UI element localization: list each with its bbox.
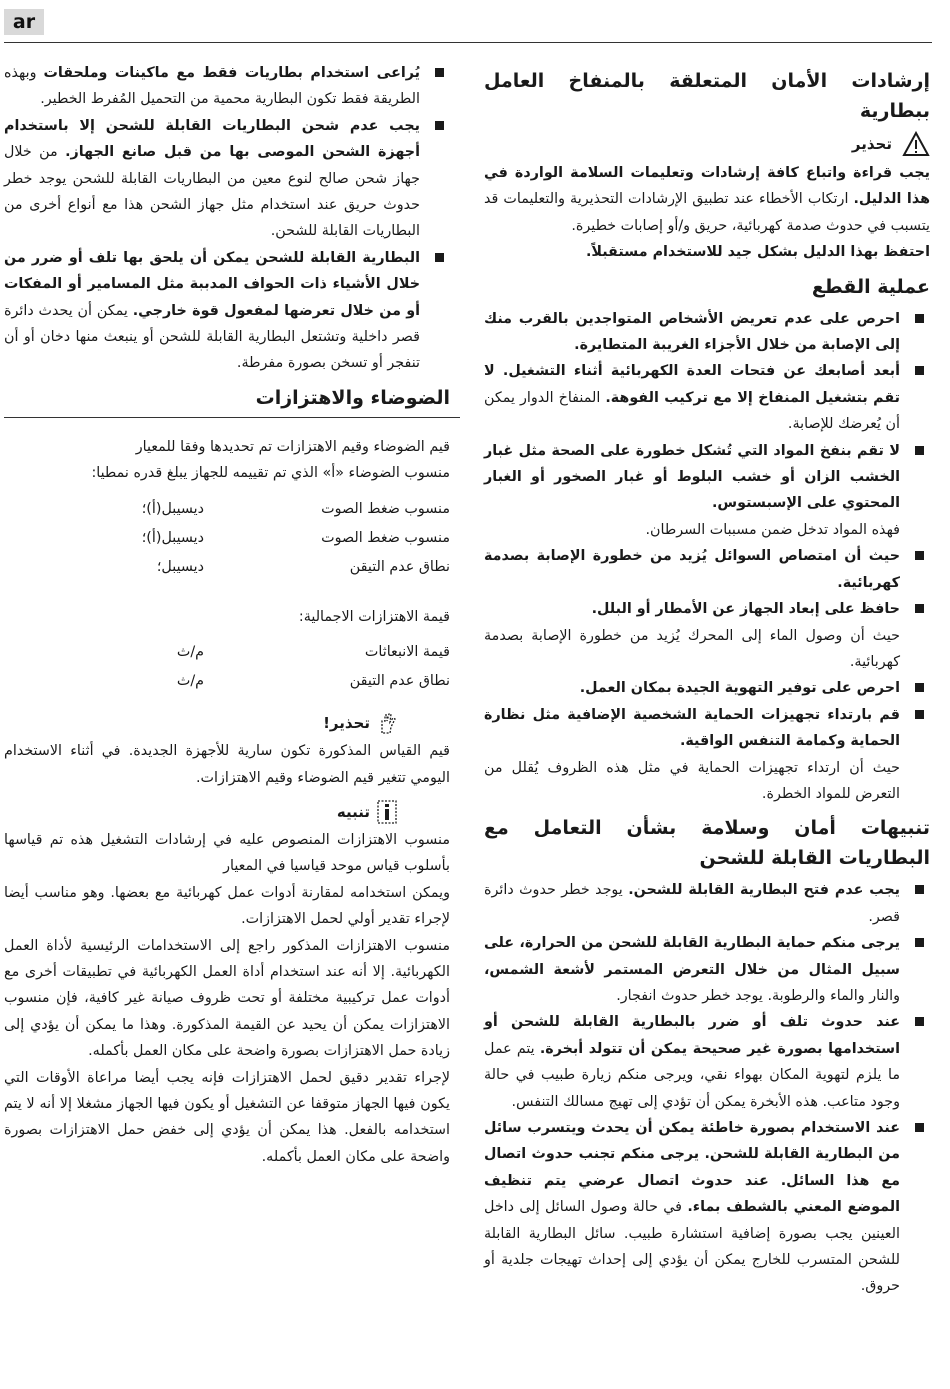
battery-list-continued [4,60,450,377]
noise-row-label: منسوب ضغط الصوت [321,500,450,517]
list-item [4,113,450,245]
item-bold: عند حدوث تلف أو ضرر بالبطارية القابلة للشحن أو استخدامها بصورة غير صحيحة يمكن أن تتولد أبخرة. [484,1014,900,1057]
vibration-title: قيمة الاهتزازات الاجمالية: [298,608,450,625]
list-item [484,306,930,359]
item-rest: يوجد خطر حدوث دائرة قصر. [484,882,900,925]
item-bold: يرجى منكم حماية البطارية القابلة للشحن من الحرارة، على سبيل المثال من خلال التعرض المستمر لأشعة الشمس، [484,935,900,978]
list-item [4,60,450,113]
vibration-row-unit: م/ث [176,673,204,690]
item-bold: عند الاستخدام بصورة خاطئة يمكن أن يحدث ويتسرب سائل من البطارية القابلة للشحن. يرجى منكم تجنب حدوث اتصال مع هذا السائل. عند حدوث اتصال عرضي يتم تنظيف الموضع المعني بالشطف بماء. [484,1120,900,1216]
warning-label: تحذير [851,134,892,153]
note-header [4,797,450,827]
safety-title: إرشادات الأمان المتعلقة بالمنفاخ العامل ببطارية [484,70,930,122]
noise-row [4,524,450,553]
item-rest: في حالة وصول السائل إلى داخل العينين يجب بصورة إضافية استشارة طبيب. سائل البطارية القابلة للشحن المتسرب للخارج يمكن أن يؤدي إلى إحداث تهيجات جلدية أو حروق. [484,1199,900,1295]
vibration-row [4,638,450,667]
noise-title: الضوضاء والاهتزازات [255,386,450,409]
list-item-note: حيث أن وصول الماء إلى المحرك يُزيد من خطورة الإصابة بصدمة كهربائية. [484,627,900,670]
vibration-row-label: قيمة الانبعاثات [364,644,450,661]
item-bold: حيث أن امتصاص السوائل يُزيد من خطورة الإصابة بصدمة كهربائية. [484,548,900,591]
item-bold: حافظ على إبعاد الجهاز عن الأمطار أو البلل. [591,601,900,618]
item-rest: يمكن أن يحدث دائرة قصر داخلية وتشتعل البطارية القابلة للشحن أو ينبعث منها دخان أو أن تنفجر أو تسخن بصورة مفرطة. [4,302,420,372]
intro-bold: يجب قراءة واتباع كافة إرشادات وتعليمات السلامة الواردة في هذا الدليل. [484,165,930,208]
hand-warning-icon [376,711,398,735]
list-item [4,245,450,377]
list-item [484,877,930,930]
item-rest: وبهذه الطريقة فقط تكون البطارية محمية من التحميل المُفرط الخطير. [4,65,420,108]
item-bold: البطارية القابلة للشحن يمكن أن يلحق بها تلف أو ضرر من خلال الأشياء ذات الحواف المدببة مثل المسامير أو المفكات أو من خلال تعرضها لمفعول قوة خارجي. [4,249,420,319]
list-item [484,543,930,596]
vibration-row [4,667,450,696]
noise-intro-2: منسوب الضوضاء «أ» الذي تم تقييمه للجهاز يبلغ قدره نمطيا: [91,465,450,482]
list-item [484,1115,930,1300]
header-rule [4,42,932,43]
cutting-title: عملية القطع [811,275,930,298]
item-rest: المنفاخ الدوار يمكن أن يُعرضك للإصابة. [484,389,900,433]
item-bold: احرص على عدم تعريض الأشخاص المتواجدين بالقرب منك إلى الإصابة من خلال الأجزاء الغريبة المتطايرة. [484,310,900,354]
cutting-list [484,306,930,808]
list-item-note: حيث أن ارتداء تجهيزات الحماية في مثل هذه الظروف يُقلل من التعرض للمواد الخطرة. [484,759,900,802]
list-item [484,1009,930,1115]
vibration-row-label: نطاق عدم التيقن [349,673,450,690]
item-bold: قم بارتداء تجهيزات الحماية الشخصية الإضافية مثل نظارة الحماية وكمامة التنفس الواقية. [484,706,900,750]
intro-keep: احتفظ بهذا الدليل بشكل جيد للاستخدام مستقبلاً. [585,244,930,261]
caution-label: تحذير! [323,713,370,732]
vibration-row-unit: م/ث [176,644,204,661]
item-rest: يتم عمل ما يلزم لتهوية المكان بهواء نقي، ويرجى منكم زيارة طبيب في حالة وجود متاعب. هذه الأبخرة يمكن أن تؤدي إلى تهيج مسالك التنفس. [484,1040,900,1110]
language-tag: ar [4,9,44,35]
list-item [484,358,930,437]
right-column [484,60,930,1300]
list-item [484,438,930,517]
note-paragraph: منسوب الاهتزازات المنصوص عليه في إرشادات التشغيل هذه تم قياسها بأسلوب قياس موحد قياسيا في المعيار [4,831,450,875]
list-item-note: فهذه المواد تدخل ضمن مسببات السرطان. [645,521,900,538]
item-bold: احرص على توفير التهوية الجيدة بمكان العمل. [579,680,900,697]
left-column [4,60,450,1170]
noise-row-unit: ديسيبل(أ)؛ [141,529,204,546]
item-bold: يجب عدم شحن البطاريات القابلة للشحن إلا باستخدام أجهزة الشحن الموصى بها من قبل صانع الجهاز. [4,117,420,161]
list-item [484,930,930,1009]
caution-text: قيم القياس المذكورة تكون سارية للأجهزة الجديدة. في أثناء الاستخدام اليومي تتغير قيم الضوضاء وقيم الاهتزازات. [4,743,450,786]
item-rest: من خلال جهاز شحن صالح لنوع معين من البطاريات القابلة للشحن يوجد خطر حدوث حريق عند استخدام مثل جهاز الشحن هذا مع أنواع أخرى من البطاريات القابلة للشحن. [4,144,420,240]
note-paragraph: منسوب الاهتزازات المذكور راجع إلى الاستخدامات الرئيسية لأداة العمل الكهربائية. إلا أنه عند استخدام أداة العمل الكهربائية في تطبيقات أخرى مع أدوات عمل تركيبية مختلفة أو تحت ظروف صيانة غير كافية، فإن منسوب الاهتزازات يمكن أن يحيد عن القيمة المذكورة. وهذا ما يمكن أن يؤدي إلى زيادة حمل الاهتزازات بصورة واضحة على مكان العمل بأكمله. [4,937,450,1060]
warning-header [484,130,930,158]
caution-header [4,708,450,738]
warning-triangle-icon [902,131,930,157]
item-bold: يجب عدم فتح البطارية القابلة للشحن. [628,882,900,899]
item-bold: يُراعى استخدام بطاريات فقط مع ماكينات وملحقات [43,65,420,81]
note-paragraph: ويمكن استخدامه لمقارنة أدوات عمل كهربائية مع بعضها. وهو مناسب أيضا لإجراء تقدير أولي لحمل الاهتزازات. [4,884,450,928]
item-bold: لا تقم بنفخ المواد التي تُشكل خطورة على الصحة مثل غبار الخشب الزان أو خشب البلوط أو غبار الصخور أو الغبار المحتوي على الإسبستوس. [484,442,900,512]
noise-rule [4,417,460,418]
note-paragraph: لإجراء تقدير دقيق لحمل الاهتزازات فإنه يجب أيضا مراعاة الأوقات التي يكون فيها الجهاز متوقفا عن التشغيل أو يكون فيها الجهاز مشغلا إلا أنه لا يتم استخدامه بالفعل. هذا يمكن أن يؤدي إلى خفض حمل الاهتزازات بصورة واضحة على مكان العمل بأكمله. [4,1069,450,1165]
noise-intro-1: قيم الضوضاء وقيم الاهتزازات تم تحديدها وفقا للمعيار [135,438,450,455]
noise-row-label: نطاق عدم التيقن [349,558,450,575]
noise-row-unit: ديسيبل؛ [156,558,204,575]
intro-rest: ارتكاب الأخطاء عند تطبيق الإرشادات التحذيرية والتعليمات قد يتسبب في حدوث صدمة كهربائية، حريق و/أو إصابات خطيرة. [484,191,930,234]
noise-row [4,553,450,582]
item-bold: أبعد أصابعك عن فتحات العدة الكهربائية أثناء التشغيل. لا تقم بتشغيل المنفاخ إلا مع تركيب الفوهة. [484,363,900,406]
noise-row [4,495,450,524]
note-label: تنبيه [336,802,370,821]
list-item [484,675,930,701]
intro-paragraph [484,160,930,239]
list-item [484,702,930,755]
info-icon [376,800,398,824]
list-item [484,596,930,622]
battery-title: تنبيهات أمان وسلامة بشأن التعامل مع البطاريات القابلة للشحن [484,817,930,870]
battery-list [484,877,930,1300]
noise-row-label: منسوب ضغط الصوت [321,529,450,546]
item-rest: والنار والماء والرطوبة. يوجد خطر حدوث انفجار. [616,987,900,1004]
noise-row-unit: ديسيبل(أ)؛ [141,500,204,517]
